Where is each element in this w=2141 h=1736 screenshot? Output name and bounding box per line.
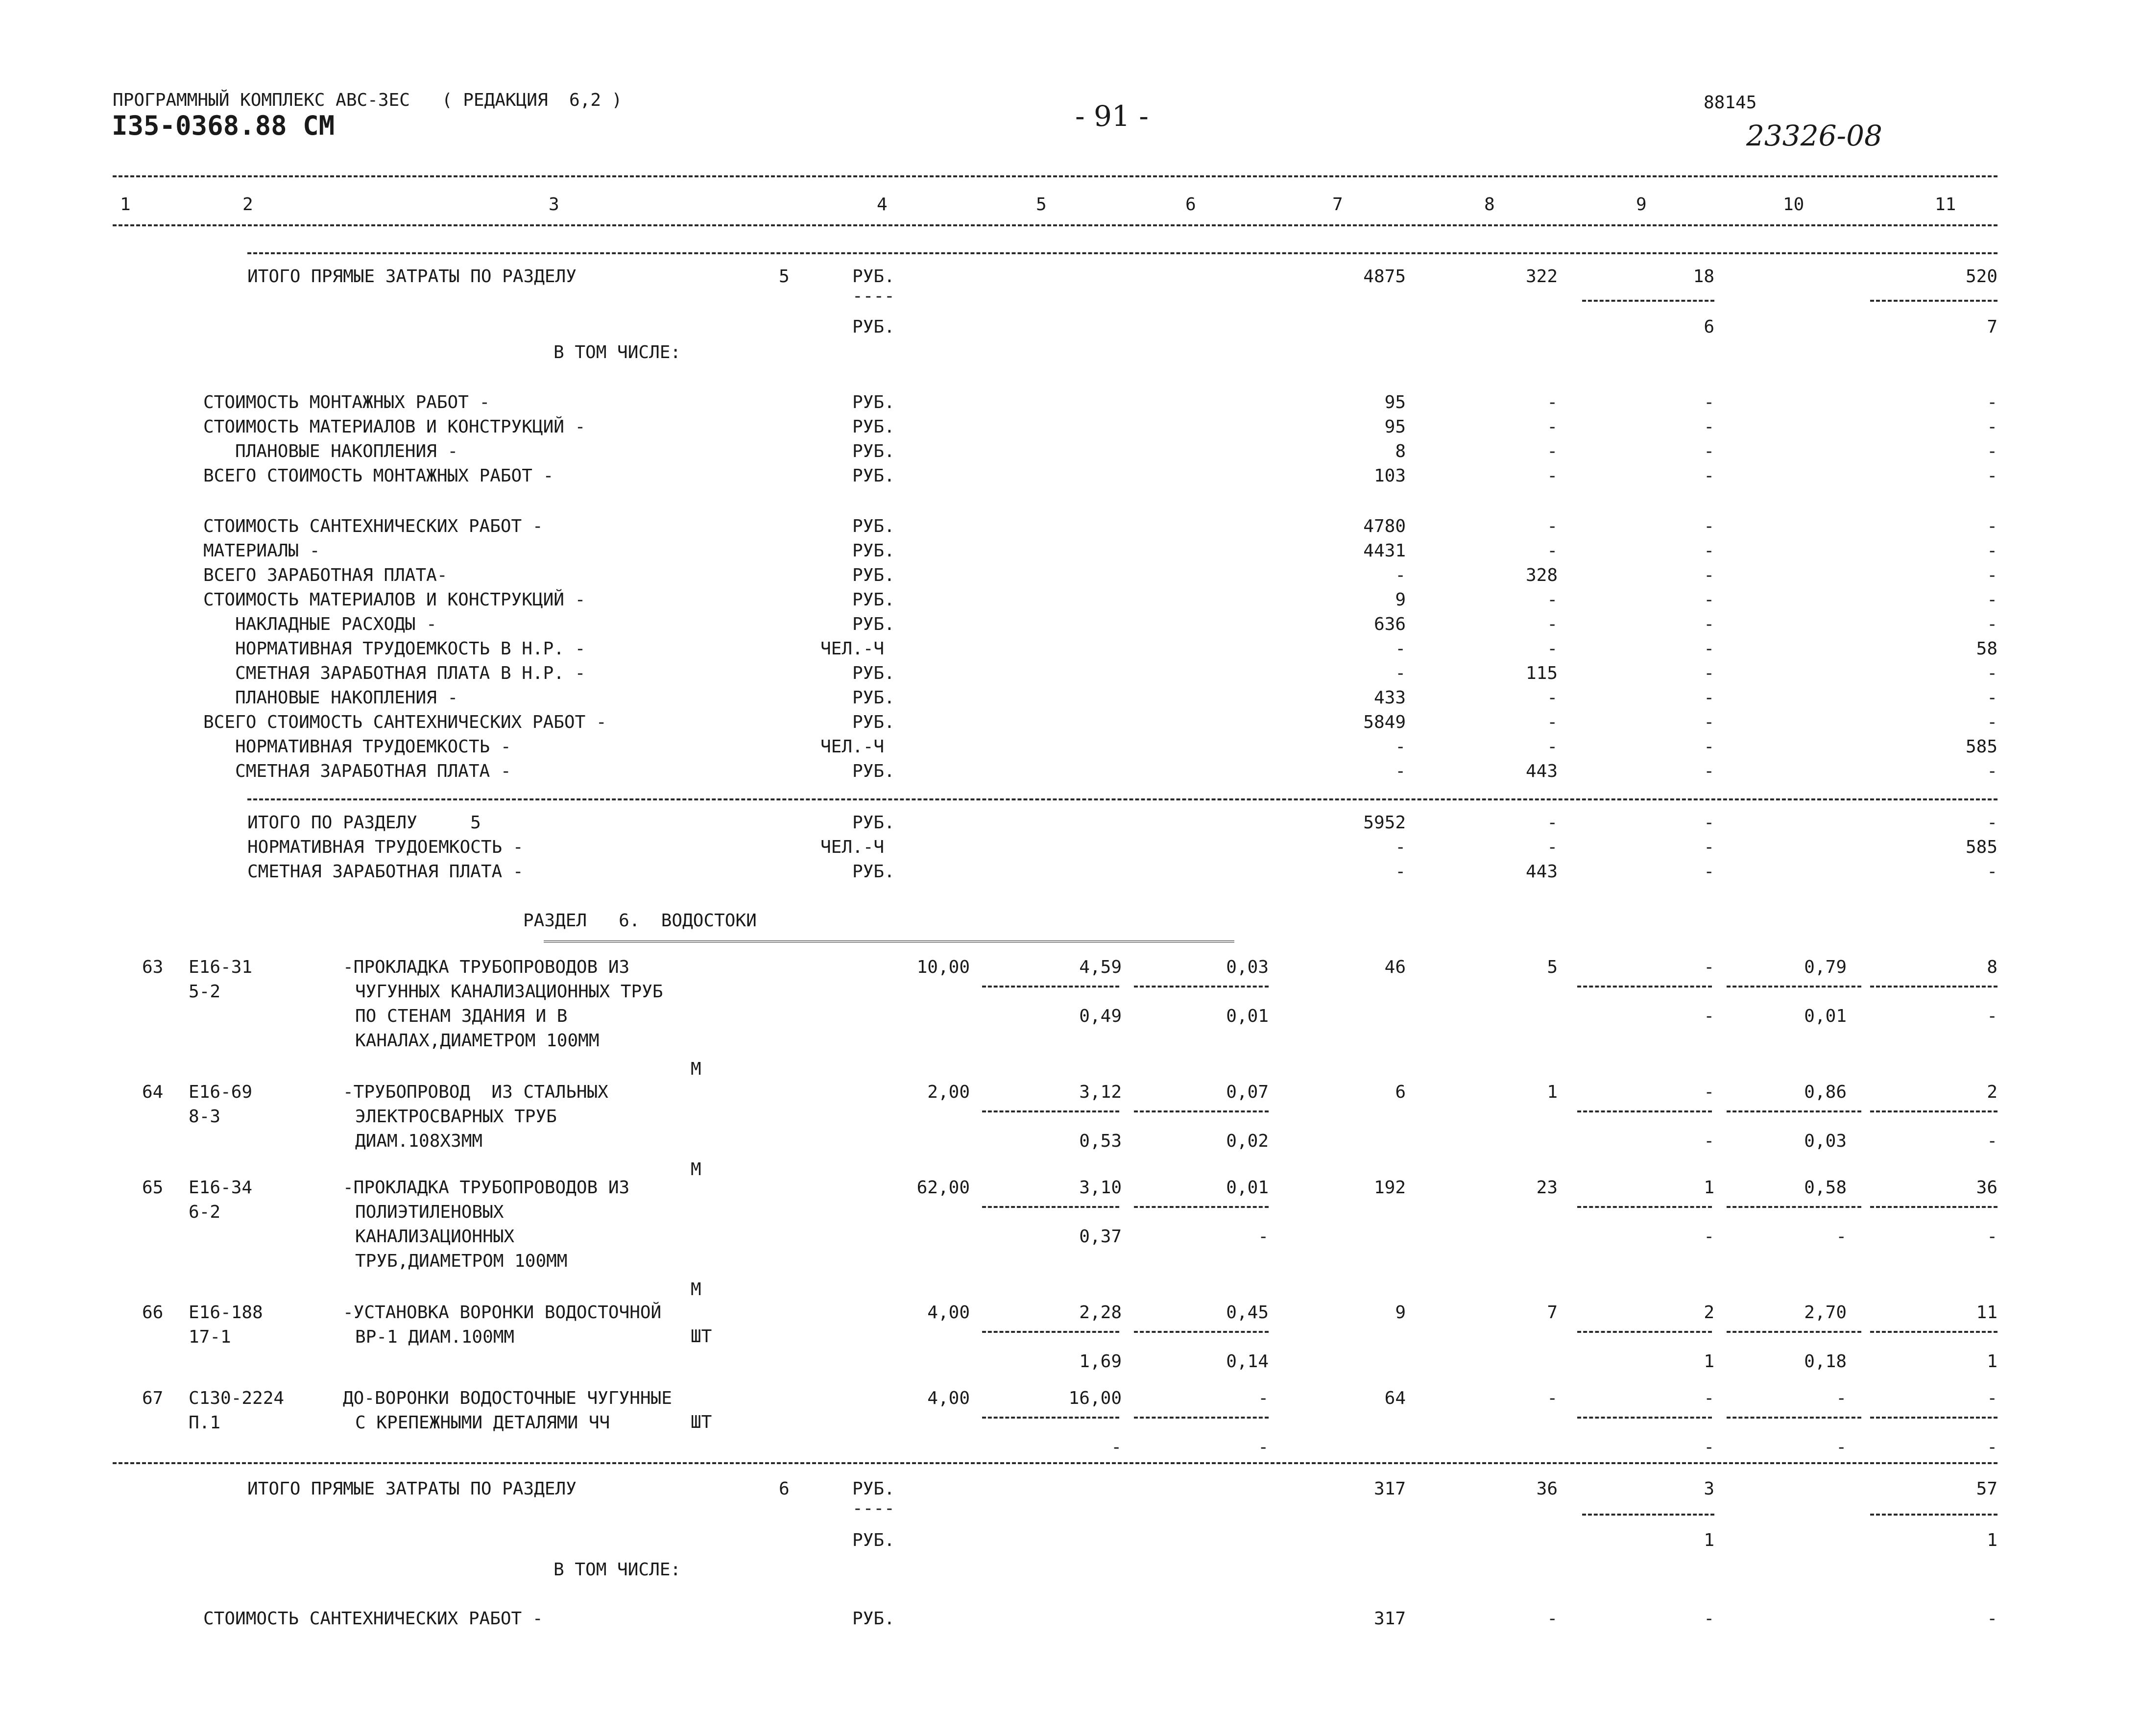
breakdown-c9: -	[1704, 417, 1714, 437]
item-code2: 17-1	[189, 1327, 231, 1347]
item-no: 64	[142, 1082, 164, 1102]
breakdown-c11: -	[1987, 392, 1997, 412]
column-header-1: 1	[120, 194, 131, 215]
breakdown-c11: -	[1987, 441, 1997, 461]
breakdown-c7: -	[1395, 639, 1406, 659]
s6-last-c9: -	[1704, 1609, 1714, 1629]
breakdown-label: СТОИМОСТЬ САНТЕХНИЧЕСКИХ РАБОТ -	[203, 516, 543, 536]
rule-under-header-2	[247, 252, 1997, 254]
total-c9: -	[1704, 837, 1714, 857]
item-c6: -	[1258, 1388, 1269, 1408]
total-c11: -	[1987, 862, 1997, 882]
total-c7: 5952	[1363, 813, 1406, 833]
breakdown-label: ПЛАНОВЫЕ НАКОПЛЕНИЯ -	[203, 688, 458, 708]
item-c5b: 1,69	[1079, 1351, 1122, 1372]
s5-sub-c11: 7	[1987, 317, 1997, 337]
total-c11: -	[1987, 813, 1997, 833]
item-c5b: 0,37	[1079, 1227, 1122, 1247]
breakdown-c7: 8	[1395, 441, 1406, 461]
column-header-3: 3	[549, 194, 559, 215]
item-c8: 5	[1547, 957, 1558, 977]
breakdown-c11: -	[1987, 712, 1997, 732]
item-dash-c5	[982, 1110, 1119, 1112]
item-desc-line: ВР-1 ДИАМ.100ММ	[355, 1327, 515, 1347]
item-dash-c11	[1870, 986, 1997, 988]
item-code2: 6-2	[189, 1202, 221, 1222]
breakdown-c8: -	[1547, 614, 1558, 634]
item-c10b: 0,18	[1804, 1351, 1847, 1372]
item-c4: 62,00	[916, 1178, 970, 1198]
s5-sub-dash-c9	[1582, 300, 1714, 302]
breakdown-c8: 115	[1525, 663, 1558, 683]
item-c11b: -	[1987, 1006, 1997, 1026]
breakdown-c7: 5849	[1363, 712, 1406, 732]
breakdown-c11: -	[1987, 417, 1997, 437]
breakdown-c9: -	[1704, 516, 1714, 536]
item-c5: 2,28	[1079, 1302, 1122, 1323]
item-c5b: -	[1111, 1437, 1122, 1457]
s5-total-c7: 4875	[1363, 266, 1406, 287]
s6-sub-c11: 1	[1987, 1530, 1997, 1550]
s6-last-c11: -	[1987, 1609, 1997, 1629]
breakdown-c8: 328	[1525, 565, 1558, 585]
item-c6: 0,45	[1226, 1302, 1269, 1323]
breakdown-unit: РУБ.	[852, 541, 895, 561]
s6-total-num: 6	[779, 1479, 790, 1499]
s6-including: В ТОМ ЧИСЛЕ:	[553, 1560, 681, 1580]
item-c6: 0,01	[1226, 1178, 1269, 1198]
breakdown-c8: -	[1547, 688, 1558, 708]
total-c7: -	[1395, 862, 1406, 882]
item-c7: 9	[1395, 1302, 1406, 1323]
total-c7: -	[1395, 837, 1406, 857]
breakdown-c7: 103	[1373, 466, 1406, 486]
item-no: 63	[142, 957, 164, 977]
breakdown-c11: 585	[1965, 737, 1997, 757]
total-c9: -	[1704, 813, 1714, 833]
breakdown-label: ВСЕГО ЗАРАБОТНАЯ ПЛАТА-	[203, 565, 448, 585]
s6-last-label: СТОИМОСТЬ САНТЕХНИЧЕСКИХ РАБОТ -	[203, 1609, 543, 1629]
s6-sub-dash-c11	[1870, 1514, 1997, 1516]
breakdown-unit: РУБ.	[852, 516, 895, 536]
s6-total-unit: РУБ.	[852, 1479, 895, 1499]
breakdown-unit: РУБ.	[852, 614, 895, 634]
item-c8: 7	[1547, 1302, 1558, 1323]
breakdown-c7: 9	[1395, 590, 1406, 610]
breakdown-c11: -	[1987, 565, 1997, 585]
breakdown-c9: -	[1704, 688, 1714, 708]
rule-s6-total	[113, 1462, 1997, 1464]
item-c9b: 1	[1704, 1351, 1714, 1372]
item-c9b: -	[1704, 1437, 1714, 1457]
breakdown-c7: 4431	[1363, 541, 1406, 561]
item-code: E16-34	[189, 1178, 253, 1198]
item-code: E16-31	[189, 957, 253, 977]
breakdown-c7: 4780	[1363, 516, 1406, 536]
item-no: 67	[142, 1388, 164, 1408]
column-header-10: 10	[1783, 194, 1804, 215]
item-no: 65	[142, 1178, 164, 1198]
s6-total-c7: 317	[1373, 1479, 1406, 1499]
item-desc-line: КАНАЛАХ,ДИАМЕТРОМ 100ММ	[355, 1031, 600, 1051]
item-desc-line: -ПРОКЛАДКА ТРУБОПРОВОДОВ ИЗ	[343, 957, 630, 977]
rule-under-header	[113, 224, 1997, 226]
item-c6: 0,03	[1226, 957, 1269, 977]
item-dash-c9	[1577, 1417, 1712, 1419]
item-dash-c5	[982, 1206, 1119, 1208]
item-c5b: 0,49	[1079, 1006, 1122, 1026]
item-c7: 6	[1395, 1082, 1406, 1102]
breakdown-c7: -	[1395, 761, 1406, 781]
column-header-11: 11	[1935, 194, 1956, 215]
total-unit: РУБ.	[852, 862, 895, 882]
breakdown-c7: 95	[1384, 417, 1406, 437]
s5-total-c8: 322	[1525, 266, 1558, 287]
item-c6b: 0,01	[1226, 1006, 1269, 1026]
item-c7: 64	[1384, 1388, 1406, 1408]
item-dash-c11	[1870, 1110, 1997, 1112]
s6-total-c9: 3	[1704, 1479, 1714, 1499]
column-header-8: 8	[1484, 194, 1495, 215]
breakdown-unit: ЧЕЛ.-Ч	[820, 737, 885, 757]
item-dash-c5	[982, 1417, 1119, 1419]
breakdown-label: НОРМАТИВНАЯ ТРУДОЕМКОСТЬ -	[203, 737, 511, 757]
s5-sub-unit: РУБ.	[852, 317, 895, 337]
total-c8: -	[1547, 813, 1558, 833]
column-header-5: 5	[1036, 194, 1047, 215]
item-c5: 4,59	[1079, 957, 1122, 977]
breakdown-unit: ЧЕЛ.-Ч	[820, 639, 885, 659]
column-header-7: 7	[1332, 194, 1343, 215]
total-unit: РУБ.	[852, 813, 895, 833]
breakdown-c8: -	[1547, 392, 1558, 412]
item-dash-c5	[982, 1331, 1119, 1333]
item-desc-line: ДИАМ.108Х3ММ	[355, 1131, 483, 1151]
breakdown-c11: -	[1987, 590, 1997, 610]
item-c5: 3,12	[1079, 1082, 1122, 1102]
item-desc-line: ПО СТЕНАМ ЗДАНИЯ И В	[355, 1006, 568, 1026]
item-c10: 0,58	[1804, 1178, 1847, 1198]
breakdown-c7: 433	[1373, 688, 1406, 708]
breakdown-c8: -	[1547, 417, 1558, 437]
item-dash-c10	[1727, 1206, 1861, 1208]
s6-sub-c9: 1	[1704, 1530, 1714, 1550]
item-c10b: -	[1836, 1437, 1847, 1457]
item-c4: 2,00	[927, 1082, 970, 1102]
item-c9b: -	[1704, 1131, 1714, 1151]
item-dash-c11	[1870, 1206, 1997, 1208]
breakdown-c8: 443	[1525, 761, 1558, 781]
item-unit: М	[691, 1279, 701, 1300]
item-c5: 3,10	[1079, 1178, 1122, 1198]
total-unit: ЧЕЛ.-Ч	[820, 837, 885, 857]
item-c9: -	[1704, 1388, 1714, 1408]
item-dash-c10	[1727, 1331, 1861, 1333]
item-c7: 192	[1373, 1178, 1406, 1198]
breakdown-label: СТОИМОСТЬ МАТЕРИАЛОВ И КОНСТРУКЦИЙ -	[203, 417, 586, 437]
item-desc-line: ЧУГУННЫХ КАНАЛИЗАЦИОННЫХ ТРУБ	[355, 982, 663, 1002]
s5-total-num: 5	[779, 266, 790, 287]
breakdown-c9: -	[1704, 663, 1714, 683]
item-code2: П.1	[189, 1413, 221, 1433]
item-c11b: 1	[1987, 1351, 1997, 1372]
item-c8: -	[1547, 1388, 1558, 1408]
s5-total-unit: РУБ.	[852, 266, 895, 287]
s5-total-dash: ----	[852, 286, 895, 306]
breakdown-unit: РУБ.	[852, 392, 895, 412]
breakdown-c9: -	[1704, 565, 1714, 585]
item-c8: 1	[1547, 1082, 1558, 1102]
breakdown-c9: -	[1704, 590, 1714, 610]
breakdown-c7: 636	[1373, 614, 1406, 634]
item-c10: -	[1836, 1388, 1847, 1408]
item-dash-c11	[1870, 1417, 1997, 1419]
item-dash-c6	[1134, 1331, 1269, 1333]
item-c7: 46	[1384, 957, 1406, 977]
item-dash-c10	[1727, 986, 1861, 988]
item-code2: 8-3	[189, 1107, 221, 1127]
breakdown-unit: РУБ.	[852, 466, 895, 486]
breakdown-label: СТОИМОСТЬ МОНТАЖНЫХ РАБОТ -	[203, 392, 490, 412]
item-c6b: -	[1258, 1437, 1269, 1457]
item-dash-c9	[1577, 1110, 1712, 1112]
breakdown-c11: -	[1987, 614, 1997, 634]
breakdown-c9: -	[1704, 737, 1714, 757]
item-c11: 8	[1987, 957, 1997, 977]
breakdown-unit: РУБ.	[852, 712, 895, 732]
breakdown-c7: -	[1395, 663, 1406, 683]
item-desc-line: ЭЛЕКТРОСВАРНЫХ ТРУБ	[355, 1107, 557, 1127]
column-header-9: 9	[1636, 194, 1647, 215]
item-desc-line: ДО-ВОРОНКИ ВОДОСТОЧНЫЕ ЧУГУННЫЕ	[343, 1388, 672, 1408]
column-header-4: 4	[877, 194, 888, 215]
breakdown-c8: -	[1547, 639, 1558, 659]
item-c10: 0,86	[1804, 1082, 1847, 1102]
breakdown-c7: -	[1395, 565, 1406, 585]
breakdown-c8: -	[1547, 441, 1558, 461]
total-label: ИТОГО ПО РАЗДЕЛУ 5	[247, 813, 481, 833]
breakdown-c9: -	[1704, 541, 1714, 561]
document-code: I35-0368.88 CM	[112, 110, 335, 141]
s6-title: РАЗДЕЛ 6. ВОДОСТОКИ	[523, 911, 757, 931]
total-label: СМЕТНАЯ ЗАРАБОТНАЯ ПЛАТА -	[247, 862, 524, 882]
breakdown-label: ВСЕГО СТОИМОСТЬ МОНТАЖНЫХ РАБОТ -	[203, 466, 554, 486]
breakdown-c11: -	[1987, 761, 1997, 781]
item-c9: -	[1704, 957, 1714, 977]
item-c10b: -	[1836, 1227, 1847, 1247]
code-right: 88145	[1704, 93, 1757, 113]
item-c5: 16,00	[1068, 1388, 1122, 1408]
item-dash-c11	[1870, 1331, 1997, 1333]
item-desc-line: ТРУБ,ДИАМЕТРОМ 100ММ	[355, 1251, 568, 1271]
breakdown-c7: 95	[1384, 392, 1406, 412]
item-c4: 4,00	[927, 1388, 970, 1408]
item-dash-c6	[1134, 1417, 1269, 1419]
item-c8: 23	[1536, 1178, 1558, 1198]
item-desc-line: С КРЕПЕЖНЫМИ ДЕТАЛЯМИ ЧЧ	[355, 1413, 610, 1433]
item-c9: -	[1704, 1082, 1714, 1102]
breakdown-c9: -	[1704, 466, 1714, 486]
item-c11: 2	[1987, 1082, 1997, 1102]
item-c10: 0,79	[1804, 957, 1847, 977]
item-c10b: 0,03	[1804, 1131, 1847, 1151]
s6-sub-unit: РУБ.	[852, 1530, 895, 1550]
s6-total-c8: 36	[1536, 1479, 1558, 1499]
breakdown-label: ВСЕГО СТОИМОСТЬ САНТЕХНИЧЕСКИХ РАБОТ -	[203, 712, 607, 732]
s5-including: В ТОМ ЧИСЛЕ:	[553, 342, 681, 362]
s6-sub-dash-c9	[1582, 1514, 1714, 1516]
item-desc-line: ПОЛИЭТИЛЕНОВЫХ	[355, 1202, 504, 1222]
breakdown-c9: -	[1704, 639, 1714, 659]
breakdown-c9: -	[1704, 441, 1714, 461]
breakdown-c7: -	[1395, 737, 1406, 757]
item-c9b: -	[1704, 1006, 1714, 1026]
s5-sub-c9: 6	[1704, 317, 1714, 337]
breakdown-c8: -	[1547, 541, 1558, 561]
column-header-2: 2	[242, 194, 253, 215]
total-c9: -	[1704, 862, 1714, 882]
s6-total-dash: ----	[852, 1498, 895, 1519]
s6-last-unit: РУБ.	[852, 1609, 895, 1629]
page-number: - 91 -	[1075, 99, 1149, 133]
item-dash-c9	[1577, 1331, 1712, 1333]
breakdown-c11: -	[1987, 688, 1997, 708]
breakdown-label: НАКЛАДНЫЕ РАСХОДЫ -	[203, 614, 437, 634]
breakdown-c9: -	[1704, 761, 1714, 781]
total-c8: -	[1547, 837, 1558, 857]
total-c8: 443	[1525, 862, 1558, 882]
breakdown-unit: РУБ.	[852, 417, 895, 437]
item-c6b: 0,14	[1226, 1351, 1269, 1372]
breakdown-c8: -	[1547, 516, 1558, 536]
item-c11b: -	[1987, 1437, 1997, 1457]
item-unit: ШТ	[691, 1326, 712, 1347]
item-code: C130-2224	[189, 1388, 285, 1408]
breakdown-c11: -	[1987, 466, 1997, 486]
handwritten-number: 23326-08	[1746, 119, 1882, 152]
item-code: E16-69	[189, 1082, 253, 1102]
item-desc-line: -ПРОКЛАДКА ТРУБОПРОВОДОВ ИЗ	[343, 1178, 630, 1198]
breakdown-c8: -	[1547, 590, 1558, 610]
breakdown-label: СМЕТНАЯ ЗАРАБОТНАЯ ПЛАТА -	[203, 761, 511, 781]
item-desc-line: КАНАЛИЗАЦИОННЫХ	[355, 1227, 515, 1247]
breakdown-c11: -	[1987, 516, 1997, 536]
item-c9: 1	[1704, 1178, 1714, 1198]
breakdown-unit: РУБ.	[852, 663, 895, 683]
s5-total-c11: 520	[1965, 266, 1997, 287]
breakdown-unit: РУБ.	[852, 565, 895, 585]
s5-total-c9: 18	[1693, 266, 1714, 287]
item-dash-c6	[1134, 1206, 1269, 1208]
breakdown-unit: РУБ.	[852, 761, 895, 781]
item-c11: 11	[1976, 1302, 1997, 1323]
s6-last-c7: 317	[1373, 1609, 1406, 1629]
breakdown-c9: -	[1704, 392, 1714, 412]
breakdown-c9: -	[1704, 712, 1714, 732]
item-c6b: -	[1258, 1227, 1269, 1247]
item-c11b: -	[1987, 1131, 1997, 1151]
item-c9: 2	[1704, 1302, 1714, 1323]
breakdown-c11: -	[1987, 541, 1997, 561]
s6-total-c11: 57	[1976, 1479, 1997, 1499]
breakdown-label: НОРМАТИВНАЯ ТРУДОЕМКОСТЬ В Н.Р. -	[203, 639, 586, 659]
column-header-6: 6	[1185, 194, 1196, 215]
item-c11: -	[1987, 1388, 1997, 1408]
item-dash-c10	[1727, 1110, 1861, 1112]
item-unit: М	[691, 1059, 701, 1079]
item-unit: М	[691, 1159, 701, 1180]
breakdown-label: МАТЕРИАЛЫ -	[203, 541, 320, 561]
item-c4: 10,00	[916, 957, 970, 977]
item-desc-line: -ТРУБОПРОВОД ИЗ СТАЛЬНЫХ	[343, 1082, 608, 1102]
total-label: НОРМАТИВНАЯ ТРУДОЕМКОСТЬ -	[247, 837, 524, 857]
item-dash-c9	[1577, 986, 1712, 988]
item-c4: 4,00	[927, 1302, 970, 1323]
rule-top	[113, 175, 1997, 177]
item-code2: 5-2	[189, 982, 221, 1002]
item-c11: 36	[1976, 1178, 1997, 1198]
s6-total-label: ИТОГО ПРЯМЫЕ ЗАТРАТЫ ПО РАЗДЕЛУ	[247, 1479, 577, 1499]
breakdown-unit: РУБ.	[852, 441, 895, 461]
item-c10b: 0,01	[1804, 1006, 1847, 1026]
item-desc-line: -УСТАНОВКА ВОРОНКИ ВОДОСТОЧНОЙ	[343, 1302, 662, 1323]
breakdown-c11: 58	[1976, 639, 1997, 659]
item-c10: 2,70	[1804, 1302, 1847, 1323]
item-dash-c9	[1577, 1206, 1712, 1208]
s5-sub-dash-c11	[1870, 300, 1997, 302]
item-no: 66	[142, 1302, 164, 1323]
total-c11: 585	[1965, 837, 1997, 857]
item-c11b: -	[1987, 1227, 1997, 1247]
item-c6b: 0,02	[1226, 1131, 1269, 1151]
breakdown-c8: -	[1547, 712, 1558, 732]
item-dash-c6	[1134, 1110, 1269, 1112]
breakdown-label: СТОИМОСТЬ МАТЕРИАЛОВ И КОНСТРУКЦИЙ -	[203, 590, 586, 610]
item-dash-c5	[982, 986, 1119, 988]
breakdown-c9: -	[1704, 614, 1714, 634]
breakdown-label: ПЛАНОВЫЕ НАКОПЛЕНИЯ -	[203, 441, 458, 461]
breakdown-c11: -	[1987, 663, 1997, 683]
breakdown-unit: РУБ.	[852, 590, 895, 610]
item-c9b: -	[1704, 1227, 1714, 1247]
breakdown-c8: -	[1547, 737, 1558, 757]
s6-title-underline	[544, 940, 1234, 945]
program-title: ПРОГРАММНЫЙ КОМПЛЕКС АВС-3ЕС ( РЕДАКЦИЯ 6,2 )	[113, 90, 623, 110]
item-c6: 0,07	[1226, 1082, 1269, 1102]
breakdown-unit: РУБ.	[852, 688, 895, 708]
breakdown-c8: -	[1547, 466, 1558, 486]
item-unit: ШТ	[691, 1412, 712, 1432]
rule-s5-totals	[247, 798, 1997, 800]
s6-last-c8: -	[1547, 1609, 1558, 1629]
s5-total-label: ИТОГО ПРЯМЫЕ ЗАТРАТЫ ПО РАЗДЕЛУ	[247, 266, 577, 287]
item-dash-c6	[1134, 986, 1269, 988]
breakdown-label: СМЕТНАЯ ЗАРАБОТНАЯ ПЛАТА В Н.Р. -	[203, 663, 586, 683]
item-code: E16-188	[189, 1302, 263, 1323]
item-c5b: 0,53	[1079, 1131, 1122, 1151]
item-dash-c10	[1727, 1417, 1861, 1419]
